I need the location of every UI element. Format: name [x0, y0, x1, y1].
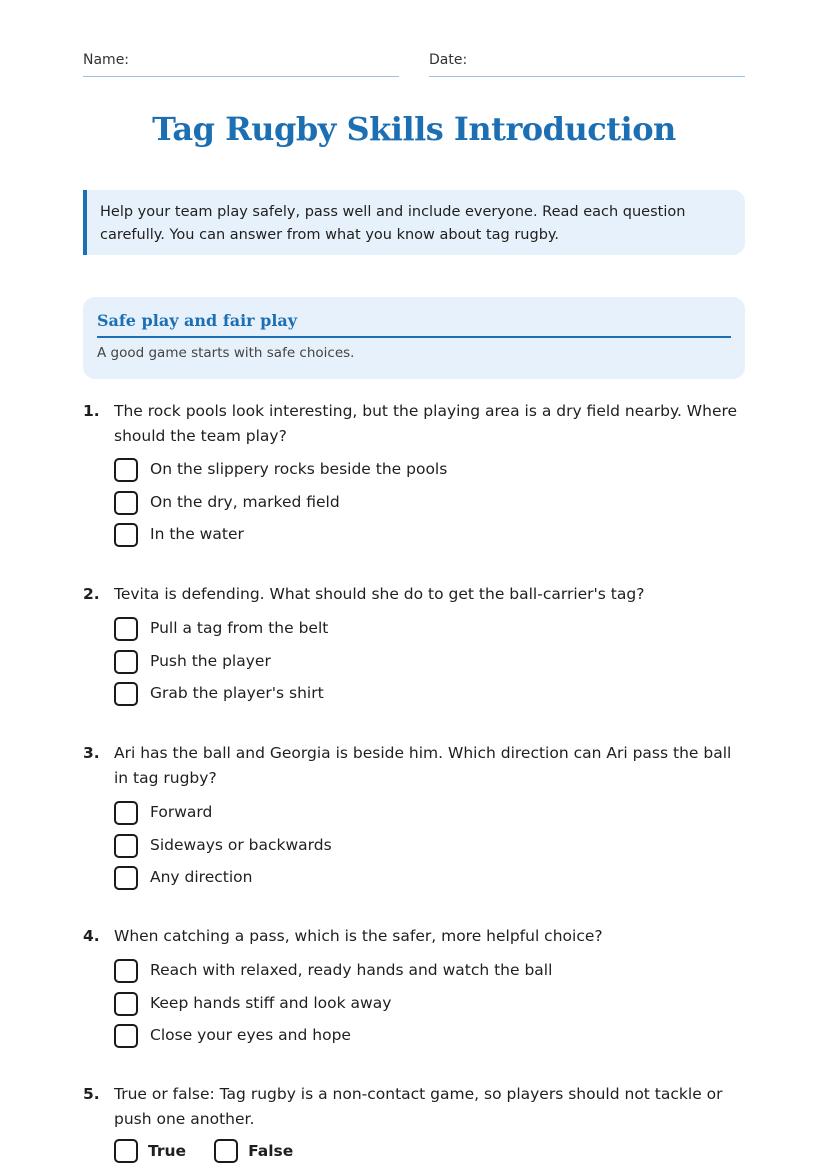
section-subtitle: A good game starts with safe choices. — [97, 345, 355, 361]
option-item — [114, 959, 552, 992]
question-text: Tevita is defending. What should she do to get the ball-carrier's tag? — [114, 585, 645, 603]
answer-checkbox[interactable] — [114, 523, 138, 547]
option-label: Sideways or backwards — [150, 835, 332, 854]
question-text: True or false: Tag rugby is a non-contact game, so players should not tackle or push one another. — [114, 1085, 723, 1128]
option-item — [114, 992, 552, 1025]
question-text: The rock pools look interesting, but the playing area is a dry field nearby. Where should the team play? — [114, 402, 738, 445]
option-item — [114, 866, 332, 899]
option-item — [114, 834, 332, 867]
answer-checkbox[interactable] — [114, 650, 138, 674]
option-label: Pull a tag from the belt — [150, 619, 329, 637]
section-header — [83, 297, 745, 379]
answer-checkbox[interactable] — [114, 959, 138, 983]
option-list — [114, 458, 447, 556]
option-list — [114, 801, 332, 899]
option-label: In the water — [150, 525, 244, 543]
option-item — [114, 523, 447, 556]
intro-callout: Help your team play safely, pass well and include everyone. Read each question carefully. You can answer from what you know about tag rugby. — [83, 190, 745, 255]
answer-checkbox[interactable] — [114, 992, 138, 1016]
option-label: Grab the player's shirt — [150, 684, 324, 702]
option-label: On the slippery rocks beside the pools — [150, 460, 448, 478]
answer-checkbox[interactable] — [114, 801, 138, 825]
name-label: Name: — [83, 52, 130, 68]
option-item — [114, 801, 332, 834]
question-number: 4. — [83, 927, 100, 945]
true-label: True — [148, 1142, 187, 1160]
question-text: Ari has the ball and Georgia is beside him. Which direction can Ari pass the ball in tag rugby? — [114, 744, 732, 787]
option-item — [114, 1024, 552, 1057]
answer-checkbox[interactable] — [114, 491, 138, 515]
option-list — [114, 959, 552, 1057]
true-option — [114, 1139, 186, 1163]
option-label: Keep hands stiff and look away — [150, 993, 392, 1012]
option-label: Push the player — [150, 651, 271, 670]
section-title: Safe play and fair play — [97, 311, 731, 338]
answer-checkbox[interactable] — [114, 682, 138, 706]
option-item — [114, 458, 447, 491]
true-checkbox[interactable] — [114, 1139, 138, 1163]
option-label: Any direction — [150, 868, 253, 886]
question-number: 1. — [83, 402, 100, 420]
answer-checkbox[interactable] — [114, 866, 138, 890]
option-label: Forward — [150, 803, 213, 821]
option-item — [114, 650, 328, 683]
answer-checkbox[interactable] — [114, 458, 138, 482]
question-number: 3. — [83, 744, 100, 762]
true-false-options — [114, 1139, 321, 1163]
name-field[interactable] — [83, 52, 399, 77]
answer-checkbox[interactable] — [114, 1024, 138, 1048]
false-label: False — [248, 1142, 294, 1160]
date-label: Date: — [429, 52, 468, 68]
option-item — [114, 682, 328, 715]
question-number: 2. — [83, 585, 100, 603]
option-item — [114, 491, 447, 524]
page-title: Tag Rugby Skills Introduction — [152, 110, 676, 148]
option-label: Reach with relaxed, ready hands and watch the ball — [150, 961, 553, 979]
false-option — [214, 1139, 293, 1163]
date-field[interactable] — [429, 52, 745, 77]
answer-checkbox[interactable] — [114, 834, 138, 858]
false-checkbox[interactable] — [214, 1139, 238, 1163]
answer-checkbox[interactable] — [114, 617, 138, 641]
option-label: Close your eyes and hope — [150, 1026, 351, 1044]
student-info-row — [83, 52, 745, 78]
option-label: On the dry, marked field — [150, 492, 340, 511]
option-item — [114, 617, 328, 650]
question-number: 5. — [83, 1085, 100, 1103]
option-list — [114, 617, 328, 715]
question-text: When catching a pass, which is the safer, more helpful choice? — [114, 927, 603, 945]
